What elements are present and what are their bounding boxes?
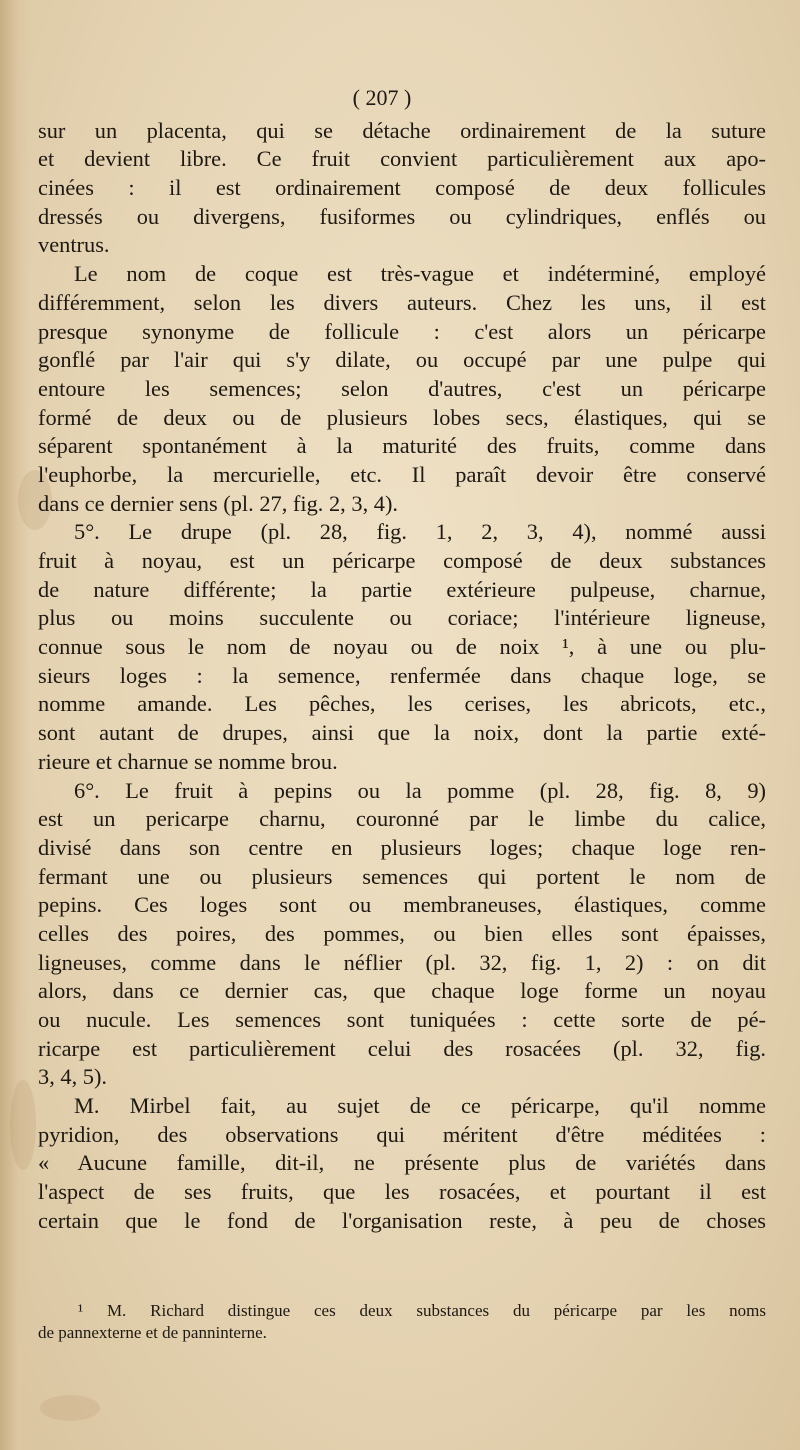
- text-line: Le nom de coque est très-vague et indéterminé, employé: [74, 261, 766, 287]
- text-line: dans ce dernier sens (pl. 27, fig. 2, 3, 4).: [38, 490, 399, 516]
- text-line: ventrus.: [38, 232, 110, 258]
- text-line: gonflé par l'air qui s'y dilate, ou occupé par une pulpe qui: [38, 347, 766, 373]
- text-line: fermant une ou plusieurs semences qui portent le nom de: [38, 863, 766, 889]
- text-line: fruit à noyau, est un péricarpe composé de deux substances: [38, 548, 766, 574]
- text-line: M. Mirbel fait, au sujet de ce péricarpe, qu'il nomme: [74, 1093, 766, 1119]
- text-line: entoure les semences; selon d'autres, c'est un péricarpe: [38, 375, 766, 401]
- text-line: l'euphorbe, la mercurielle, etc. Il paraît devoir être conservé: [38, 461, 766, 487]
- paper-stain: [40, 1395, 100, 1421]
- text-line: celles des poires, des pommes, ou bien elles sont épaisses,: [38, 920, 766, 946]
- page-binding-edge: [0, 0, 30, 1450]
- text-line: différemment, selon les divers auteurs. Chez les uns, il est: [38, 289, 766, 315]
- text-line: « Aucune famille, dit-il, ne présente plus de variétés dans: [38, 1150, 766, 1176]
- text-line: sur un placenta, qui se détache ordinairement de la suture: [38, 117, 766, 143]
- text-line: formé de deux ou de plusieurs lobes secs, élastiques, qui se: [38, 404, 766, 430]
- text-line: pyridion, des observations qui méritent d'être méditées :: [38, 1121, 766, 1147]
- text-line: connue sous le nom de noyau ou de noix ¹, à une ou plu-: [38, 634, 766, 660]
- text-line: séparent spontanément à la maturité des fruits, comme dans: [38, 433, 766, 459]
- text-line: certain que le fond de l'organisation reste, à peu de choses: [38, 1207, 766, 1233]
- text-line: sieurs loges : la semence, renfermée dans chaque loge, se: [38, 662, 766, 688]
- text-line: plus ou moins succulente ou coriace; l'intérieure ligneuse,: [38, 605, 766, 631]
- text-line: dressés ou divergens, fusiformes ou cylindriques, enflés ou: [38, 203, 766, 229]
- footnote-line: de pannexterne et de panninterne.: [38, 1323, 267, 1342]
- text-line: de nature différente; la partie extérieure pulpeuse, charnue,: [38, 576, 766, 602]
- text-line: presque synonyme de follicule : c'est alors un péricarpe: [38, 318, 766, 344]
- text-line: alors, dans ce dernier cas, que chaque loge forme un noyau: [38, 978, 766, 1004]
- text-line: cinées : il est ordinairement composé de deux follicules: [38, 175, 766, 201]
- text-line: 3, 4, 5).: [38, 1064, 108, 1090]
- text-line: sont autant de drupes, ainsi que la noix, dont la partie exté-: [38, 720, 766, 746]
- page-number: ( 207 ): [352, 85, 412, 110]
- footnote: [38, 1300, 766, 1344]
- text-line: ou nucule. Les semences sont tuniquées : cette sorte de pé-: [38, 1007, 766, 1033]
- text-line: ligneuses, comme dans le néflier (pl. 32, fig. 1, 2) : on dit: [38, 949, 766, 975]
- text-line: divisé dans son centre en plusieurs loges; chaque loge ren-: [38, 834, 766, 860]
- text-line: pepins. Ces loges sont ou membraneuses, élastiques, comme: [38, 892, 766, 918]
- paper-stain: [10, 1080, 36, 1170]
- text-line: nomme amande. Les pêches, les cerises, les abricots, etc.,: [38, 691, 766, 717]
- text-line: l'aspect de ses fruits, que les rosacées, et pourtant il est: [38, 1179, 766, 1205]
- text-line: 6°. Le fruit à pepins ou la pomme (pl. 28, fig. 8, 9): [74, 777, 766, 803]
- text-line: et devient libre. Ce fruit convient particulièrement aux apo-: [38, 146, 766, 172]
- text-line: est un pericarpe charnu, couronné par le limbe du calice,: [38, 806, 766, 832]
- text-line: rieure et charnue se nomme brou.: [38, 748, 338, 774]
- main-text-block: [38, 84, 766, 1236]
- footnote-line: ¹ M. Richard distingue ces deux substances du péricarpe par les noms: [78, 1301, 766, 1320]
- text-line: 5°. Le drupe (pl. 28, fig. 1, 2, 3, 4), nommé aussi: [74, 519, 766, 545]
- text-line: ricarpe est particulièrement celui des rosacées (pl. 32, fig.: [38, 1035, 766, 1061]
